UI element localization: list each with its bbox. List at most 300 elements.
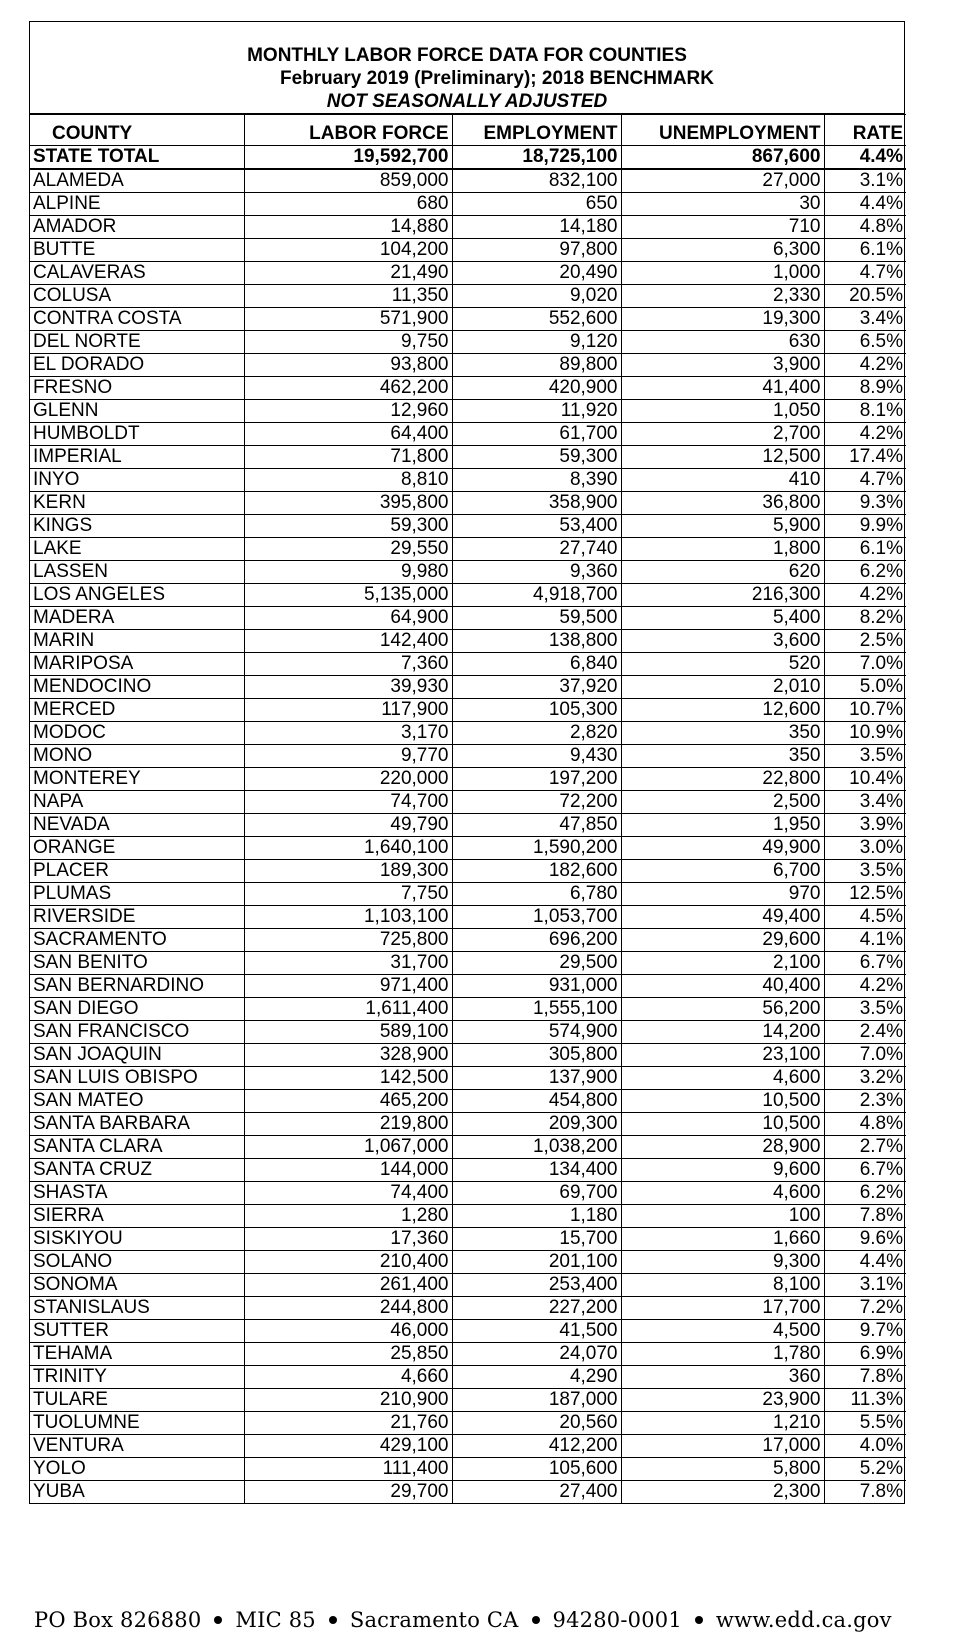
table-row xyxy=(30,515,906,538)
cell-labor-force: 29,700 xyxy=(244,1481,452,1504)
cell-unemployment: 1,210 xyxy=(621,1412,824,1435)
cell-employment: 209,300 xyxy=(452,1113,621,1136)
table-row xyxy=(30,423,906,446)
cell-county: SOLANO xyxy=(30,1251,244,1274)
cell-employment: 305,800 xyxy=(452,1044,621,1067)
cell-employment: 27,740 xyxy=(452,538,621,561)
cell-county: LOS ANGELES xyxy=(30,584,244,607)
report-subtitle: February 2019 (Preliminary); 2018 BENCHMARK xyxy=(280,68,714,89)
cell-labor-force: 9,770 xyxy=(244,745,452,768)
cell-county: SACRAMENTO xyxy=(30,929,244,952)
cell-employment: 253,400 xyxy=(452,1274,621,1297)
cell-rate: 2.3% xyxy=(824,1090,906,1113)
cell-unemployment: 40,400 xyxy=(621,975,824,998)
table-row xyxy=(30,469,906,492)
cell-county: NAPA xyxy=(30,791,244,814)
col-header-county: COUNTY xyxy=(30,115,244,146)
cell-unemployment: 1,050 xyxy=(621,400,824,423)
cell-unemployment: 14,200 xyxy=(621,1021,824,1044)
cell-unemployment: 2,700 xyxy=(621,423,824,446)
cell-labor-force: 220,000 xyxy=(244,768,452,791)
cell-labor-force: 21,490 xyxy=(244,262,452,285)
cell-county: SAN BENITO xyxy=(30,952,244,975)
bullet-icon xyxy=(695,1616,703,1624)
cell-county: ALAMEDA xyxy=(30,169,244,193)
cell-rate: 7.8% xyxy=(824,1205,906,1228)
cell-county: SAN JOAQUIN xyxy=(30,1044,244,1067)
cell-rate: 3.5% xyxy=(824,745,906,768)
cell-county: TEHAMA xyxy=(30,1343,244,1366)
cell-unemployment: 27,000 xyxy=(621,169,824,193)
cell-labor-force: 189,300 xyxy=(244,860,452,883)
cell-labor-force: 4,660 xyxy=(244,1366,452,1389)
table-row xyxy=(30,952,906,975)
cell-unemployment: 5,400 xyxy=(621,607,824,630)
cell-employment: 412,200 xyxy=(452,1435,621,1458)
cell-county: MONTEREY xyxy=(30,768,244,791)
cell-county: ORANGE xyxy=(30,837,244,860)
table-row xyxy=(30,446,906,469)
table-row xyxy=(30,1435,906,1458)
cell-county: LAKE xyxy=(30,538,244,561)
cell-labor-force: 7,750 xyxy=(244,883,452,906)
cell-employment: 59,300 xyxy=(452,446,621,469)
cell-labor-force: 93,800 xyxy=(244,354,452,377)
cell-county: ALPINE xyxy=(30,193,244,216)
table-row xyxy=(30,1366,906,1389)
cell-rate: 4.0% xyxy=(824,1435,906,1458)
cell-labor-force: 7,360 xyxy=(244,653,452,676)
cell-employment: 552,600 xyxy=(452,308,621,331)
cell-labor-force: 142,500 xyxy=(244,1067,452,1090)
cell-labor-force: 19,592,700 xyxy=(244,146,452,170)
cell-county: SANTA BARBARA xyxy=(30,1113,244,1136)
cell-rate: 4.5% xyxy=(824,906,906,929)
cell-county: MERCED xyxy=(30,699,244,722)
cell-labor-force: 64,900 xyxy=(244,607,452,630)
cell-unemployment: 9,600 xyxy=(621,1159,824,1182)
cell-employment: 197,200 xyxy=(452,768,621,791)
footer-po-box: PO Box 826880 xyxy=(34,1608,202,1632)
cell-unemployment: 410 xyxy=(621,469,824,492)
cell-rate: 6.7% xyxy=(824,1159,906,1182)
labor-force-sheet xyxy=(29,21,905,1504)
cell-employment: 24,070 xyxy=(452,1343,621,1366)
table-row xyxy=(30,699,906,722)
table-row xyxy=(30,906,906,929)
cell-employment: 69,700 xyxy=(452,1182,621,1205)
cell-labor-force: 5,135,000 xyxy=(244,584,452,607)
cell-rate: 6.7% xyxy=(824,952,906,975)
cell-unemployment: 1,950 xyxy=(621,814,824,837)
cell-unemployment: 1,660 xyxy=(621,1228,824,1251)
cell-rate: 4.7% xyxy=(824,262,906,285)
cell-labor-force: 25,850 xyxy=(244,1343,452,1366)
cell-rate: 9.7% xyxy=(824,1320,906,1343)
cell-county: TULARE xyxy=(30,1389,244,1412)
cell-employment: 650 xyxy=(452,193,621,216)
cell-employment: 8,390 xyxy=(452,469,621,492)
cell-county: IMPERIAL xyxy=(30,446,244,469)
cell-county: INYO xyxy=(30,469,244,492)
cell-employment: 201,100 xyxy=(452,1251,621,1274)
cell-labor-force: 210,400 xyxy=(244,1251,452,1274)
cell-unemployment: 12,600 xyxy=(621,699,824,722)
table-row xyxy=(30,814,906,837)
cell-unemployment: 30 xyxy=(621,193,824,216)
cell-county: FRESNO xyxy=(30,377,244,400)
cell-county: EL DORADO xyxy=(30,354,244,377)
cell-labor-force: 29,550 xyxy=(244,538,452,561)
cell-unemployment: 2,010 xyxy=(621,676,824,699)
cell-rate: 8.2% xyxy=(824,607,906,630)
footer-mic: MIC 85 xyxy=(235,1608,316,1632)
cell-rate: 5.5% xyxy=(824,1412,906,1435)
table-row xyxy=(30,216,906,239)
cell-labor-force: 1,611,400 xyxy=(244,998,452,1021)
cell-rate: 4.1% xyxy=(824,929,906,952)
cell-employment: 137,900 xyxy=(452,1067,621,1090)
table-row xyxy=(30,561,906,584)
cell-employment: 11,920 xyxy=(452,400,621,423)
cell-rate: 6.2% xyxy=(824,561,906,584)
cell-labor-force: 49,790 xyxy=(244,814,452,837)
cell-labor-force: 429,100 xyxy=(244,1435,452,1458)
cell-unemployment: 2,500 xyxy=(621,791,824,814)
cell-rate: 4.2% xyxy=(824,975,906,998)
cell-county: VENTURA xyxy=(30,1435,244,1458)
cell-employment: 6,840 xyxy=(452,653,621,676)
cell-county: RIVERSIDE xyxy=(30,906,244,929)
cell-county: PLUMAS xyxy=(30,883,244,906)
table-row xyxy=(30,653,906,676)
cell-employment: 1,590,200 xyxy=(452,837,621,860)
cell-rate: 9.9% xyxy=(824,515,906,538)
report-header xyxy=(30,22,904,114)
cell-unemployment: 28,900 xyxy=(621,1136,824,1159)
cell-unemployment: 23,900 xyxy=(621,1389,824,1412)
cell-rate: 11.3% xyxy=(824,1389,906,1412)
cell-employment: 37,920 xyxy=(452,676,621,699)
table-row xyxy=(30,1044,906,1067)
cell-unemployment: 100 xyxy=(621,1205,824,1228)
cell-employment: 1,555,100 xyxy=(452,998,621,1021)
cell-labor-force: 462,200 xyxy=(244,377,452,400)
table-row xyxy=(30,285,906,308)
cell-rate: 5.0% xyxy=(824,676,906,699)
cell-county: SIERRA xyxy=(30,1205,244,1228)
cell-rate: 9.6% xyxy=(824,1228,906,1251)
cell-county: AMADOR xyxy=(30,216,244,239)
cell-unemployment: 49,900 xyxy=(621,837,824,860)
table-row xyxy=(30,169,906,193)
cell-labor-force: 142,400 xyxy=(244,630,452,653)
county-table xyxy=(30,114,906,1503)
cell-labor-force: 17,360 xyxy=(244,1228,452,1251)
cell-labor-force: 210,900 xyxy=(244,1389,452,1412)
cell-employment: 420,900 xyxy=(452,377,621,400)
cell-employment: 696,200 xyxy=(452,929,621,952)
cell-employment: 15,700 xyxy=(452,1228,621,1251)
cell-county: SUTTER xyxy=(30,1320,244,1343)
cell-employment: 227,200 xyxy=(452,1297,621,1320)
cell-employment: 89,800 xyxy=(452,354,621,377)
cell-rate: 6.2% xyxy=(824,1182,906,1205)
cell-employment: 72,200 xyxy=(452,791,621,814)
table-row xyxy=(30,630,906,653)
cell-rate: 3.1% xyxy=(824,169,906,193)
cell-unemployment: 3,900 xyxy=(621,354,824,377)
cell-unemployment: 620 xyxy=(621,561,824,584)
cell-rate: 7.0% xyxy=(824,1044,906,1067)
cell-labor-force: 219,800 xyxy=(244,1113,452,1136)
cell-county: TUOLUMNE xyxy=(30,1412,244,1435)
cell-county: BUTTE xyxy=(30,239,244,262)
cell-rate: 7.2% xyxy=(824,1297,906,1320)
cell-county: SISKIYOU xyxy=(30,1228,244,1251)
table-row xyxy=(30,607,906,630)
table-row xyxy=(30,745,906,768)
table-row xyxy=(30,400,906,423)
cell-rate: 10.7% xyxy=(824,699,906,722)
cell-unemployment: 867,600 xyxy=(621,146,824,170)
cell-rate: 10.4% xyxy=(824,768,906,791)
cell-employment: 138,800 xyxy=(452,630,621,653)
table-row xyxy=(30,768,906,791)
table-row xyxy=(30,1021,906,1044)
cell-employment: 2,820 xyxy=(452,722,621,745)
cell-labor-force: 111,400 xyxy=(244,1458,452,1481)
cell-county: HUMBOLDT xyxy=(30,423,244,446)
cell-rate: 4.7% xyxy=(824,469,906,492)
col-header-unemployment: UNEMPLOYMENT xyxy=(621,115,824,146)
cell-unemployment: 5,800 xyxy=(621,1458,824,1481)
table-row xyxy=(30,791,906,814)
cell-employment: 18,725,100 xyxy=(452,146,621,170)
cell-labor-force: 11,350 xyxy=(244,285,452,308)
table-row xyxy=(30,1090,906,1113)
cell-unemployment: 4,600 xyxy=(621,1067,824,1090)
cell-labor-force: 14,880 xyxy=(244,216,452,239)
cell-employment: 9,120 xyxy=(452,331,621,354)
bullet-icon xyxy=(329,1616,337,1624)
report-title: MONTHLY LABOR FORCE DATA FOR COUNTIES xyxy=(247,45,687,66)
cell-labor-force: 8,810 xyxy=(244,469,452,492)
cell-rate: 3.5% xyxy=(824,998,906,1021)
cell-employment: 454,800 xyxy=(452,1090,621,1113)
cell-unemployment: 17,700 xyxy=(621,1297,824,1320)
table-row xyxy=(30,722,906,745)
cell-county: COLUSA xyxy=(30,285,244,308)
table-row xyxy=(30,377,906,400)
col-header-rate: RATE xyxy=(824,115,906,146)
cell-unemployment: 6,700 xyxy=(621,860,824,883)
cell-county: STANISLAUS xyxy=(30,1297,244,1320)
cell-county: CONTRA COSTA xyxy=(30,308,244,331)
cell-unemployment: 2,100 xyxy=(621,952,824,975)
cell-county: SAN DIEGO xyxy=(30,998,244,1021)
footer-zip: 94280-0001 xyxy=(552,1608,682,1632)
cell-labor-force: 3,170 xyxy=(244,722,452,745)
cell-rate: 2.5% xyxy=(824,630,906,653)
cell-labor-force: 71,800 xyxy=(244,446,452,469)
cell-employment: 14,180 xyxy=(452,216,621,239)
cell-labor-force: 104,200 xyxy=(244,239,452,262)
cell-rate: 2.4% xyxy=(824,1021,906,1044)
cell-rate: 7.0% xyxy=(824,653,906,676)
cell-unemployment: 5,900 xyxy=(621,515,824,538)
cell-county: SANTA CLARA xyxy=(30,1136,244,1159)
cell-labor-force: 571,900 xyxy=(244,308,452,331)
footer-website: www.edd.ca.gov xyxy=(715,1608,892,1632)
cell-employment: 105,600 xyxy=(452,1458,621,1481)
cell-employment: 47,850 xyxy=(452,814,621,837)
cell-employment: 20,490 xyxy=(452,262,621,285)
cell-county: YUBA xyxy=(30,1481,244,1504)
table-row xyxy=(30,1297,906,1320)
cell-rate: 4.2% xyxy=(824,423,906,446)
cell-rate: 5.2% xyxy=(824,1458,906,1481)
cell-labor-force: 21,760 xyxy=(244,1412,452,1435)
cell-rate: 4.2% xyxy=(824,354,906,377)
cell-employment: 9,430 xyxy=(452,745,621,768)
cell-employment: 9,020 xyxy=(452,285,621,308)
cell-rate: 6.5% xyxy=(824,331,906,354)
cell-rate: 6.1% xyxy=(824,538,906,561)
cell-rate: 8.1% xyxy=(824,400,906,423)
table-row xyxy=(30,1481,906,1504)
cell-labor-force: 1,280 xyxy=(244,1205,452,1228)
table-row xyxy=(30,262,906,285)
col-header-labor-force: LABOR FORCE xyxy=(244,115,452,146)
cell-employment: 6,780 xyxy=(452,883,621,906)
cell-labor-force: 46,000 xyxy=(244,1320,452,1343)
table-row xyxy=(30,676,906,699)
cell-unemployment: 56,200 xyxy=(621,998,824,1021)
cell-employment: 187,000 xyxy=(452,1389,621,1412)
cell-county: MARIN xyxy=(30,630,244,653)
cell-unemployment: 8,100 xyxy=(621,1274,824,1297)
cell-rate: 3.4% xyxy=(824,308,906,331)
cell-unemployment: 22,800 xyxy=(621,768,824,791)
cell-rate: 6.9% xyxy=(824,1343,906,1366)
cell-rate: 9.3% xyxy=(824,492,906,515)
cell-unemployment: 1,000 xyxy=(621,262,824,285)
cell-rate: 7.8% xyxy=(824,1481,906,1504)
cell-labor-force: 1,103,100 xyxy=(244,906,452,929)
cell-employment: 1,038,200 xyxy=(452,1136,621,1159)
table-row xyxy=(30,239,906,262)
table-row xyxy=(30,492,906,515)
cell-labor-force: 74,400 xyxy=(244,1182,452,1205)
table-row xyxy=(30,1389,906,1412)
cell-county: YOLO xyxy=(30,1458,244,1481)
cell-labor-force: 9,980 xyxy=(244,561,452,584)
bullet-icon xyxy=(214,1616,222,1624)
cell-rate: 3.2% xyxy=(824,1067,906,1090)
cell-county: NEVADA xyxy=(30,814,244,837)
cell-employment: 27,400 xyxy=(452,1481,621,1504)
bullet-icon xyxy=(532,1616,540,1624)
cell-county: SAN FRANCISCO xyxy=(30,1021,244,1044)
table-row xyxy=(30,998,906,1021)
state-total-row xyxy=(30,146,906,170)
table-row xyxy=(30,883,906,906)
cell-county: MENDOCINO xyxy=(30,676,244,699)
cell-county: SAN MATEO xyxy=(30,1090,244,1113)
cell-employment: 182,600 xyxy=(452,860,621,883)
cell-labor-force: 12,960 xyxy=(244,400,452,423)
cell-unemployment: 1,780 xyxy=(621,1343,824,1366)
cell-county: SHASTA xyxy=(30,1182,244,1205)
cell-county: MARIPOSA xyxy=(30,653,244,676)
cell-labor-force: 859,000 xyxy=(244,169,452,193)
cell-unemployment: 2,330 xyxy=(621,285,824,308)
cell-rate: 10.9% xyxy=(824,722,906,745)
cell-labor-force: 589,100 xyxy=(244,1021,452,1044)
cell-labor-force: 144,000 xyxy=(244,1159,452,1182)
cell-labor-force: 465,200 xyxy=(244,1090,452,1113)
cell-employment: 59,500 xyxy=(452,607,621,630)
cell-county: CALAVERAS xyxy=(30,262,244,285)
table-row xyxy=(30,1113,906,1136)
cell-unemployment: 9,300 xyxy=(621,1251,824,1274)
cell-unemployment: 17,000 xyxy=(621,1435,824,1458)
cell-rate: 4.2% xyxy=(824,584,906,607)
cell-county: PLACER xyxy=(30,860,244,883)
cell-labor-force: 328,900 xyxy=(244,1044,452,1067)
cell-unemployment: 710 xyxy=(621,216,824,239)
cell-county: KINGS xyxy=(30,515,244,538)
cell-labor-force: 9,750 xyxy=(244,331,452,354)
cell-rate: 4.8% xyxy=(824,216,906,239)
cell-employment: 29,500 xyxy=(452,952,621,975)
col-header-employment: EMPLOYMENT xyxy=(452,115,621,146)
cell-rate: 2.7% xyxy=(824,1136,906,1159)
cell-county: SANTA CRUZ xyxy=(30,1159,244,1182)
cell-county: GLENN xyxy=(30,400,244,423)
cell-rate: 4.4% xyxy=(824,1251,906,1274)
cell-unemployment: 41,400 xyxy=(621,377,824,400)
cell-county: MADERA xyxy=(30,607,244,630)
cell-unemployment: 36,800 xyxy=(621,492,824,515)
table-row xyxy=(30,1412,906,1435)
cell-unemployment: 360 xyxy=(621,1366,824,1389)
cell-unemployment: 4,500 xyxy=(621,1320,824,1343)
cell-unemployment: 19,300 xyxy=(621,308,824,331)
cell-labor-force: 971,400 xyxy=(244,975,452,998)
cell-rate: 20.5% xyxy=(824,285,906,308)
cell-county: SAN LUIS OBISPO xyxy=(30,1067,244,1090)
footer-address xyxy=(34,1608,892,1632)
cell-unemployment: 12,500 xyxy=(621,446,824,469)
cell-rate: 3.5% xyxy=(824,860,906,883)
table-row xyxy=(30,584,906,607)
cell-labor-force: 74,700 xyxy=(244,791,452,814)
cell-rate: 17.4% xyxy=(824,446,906,469)
cell-rate: 7.8% xyxy=(824,1366,906,1389)
cell-labor-force: 64,400 xyxy=(244,423,452,446)
cell-unemployment: 49,400 xyxy=(621,906,824,929)
cell-employment: 574,900 xyxy=(452,1021,621,1044)
cell-county: MONO xyxy=(30,745,244,768)
cell-employment: 41,500 xyxy=(452,1320,621,1343)
cell-rate: 3.0% xyxy=(824,837,906,860)
cell-labor-force: 395,800 xyxy=(244,492,452,515)
cell-employment: 20,560 xyxy=(452,1412,621,1435)
cell-rate: 3.9% xyxy=(824,814,906,837)
cell-employment: 931,000 xyxy=(452,975,621,998)
